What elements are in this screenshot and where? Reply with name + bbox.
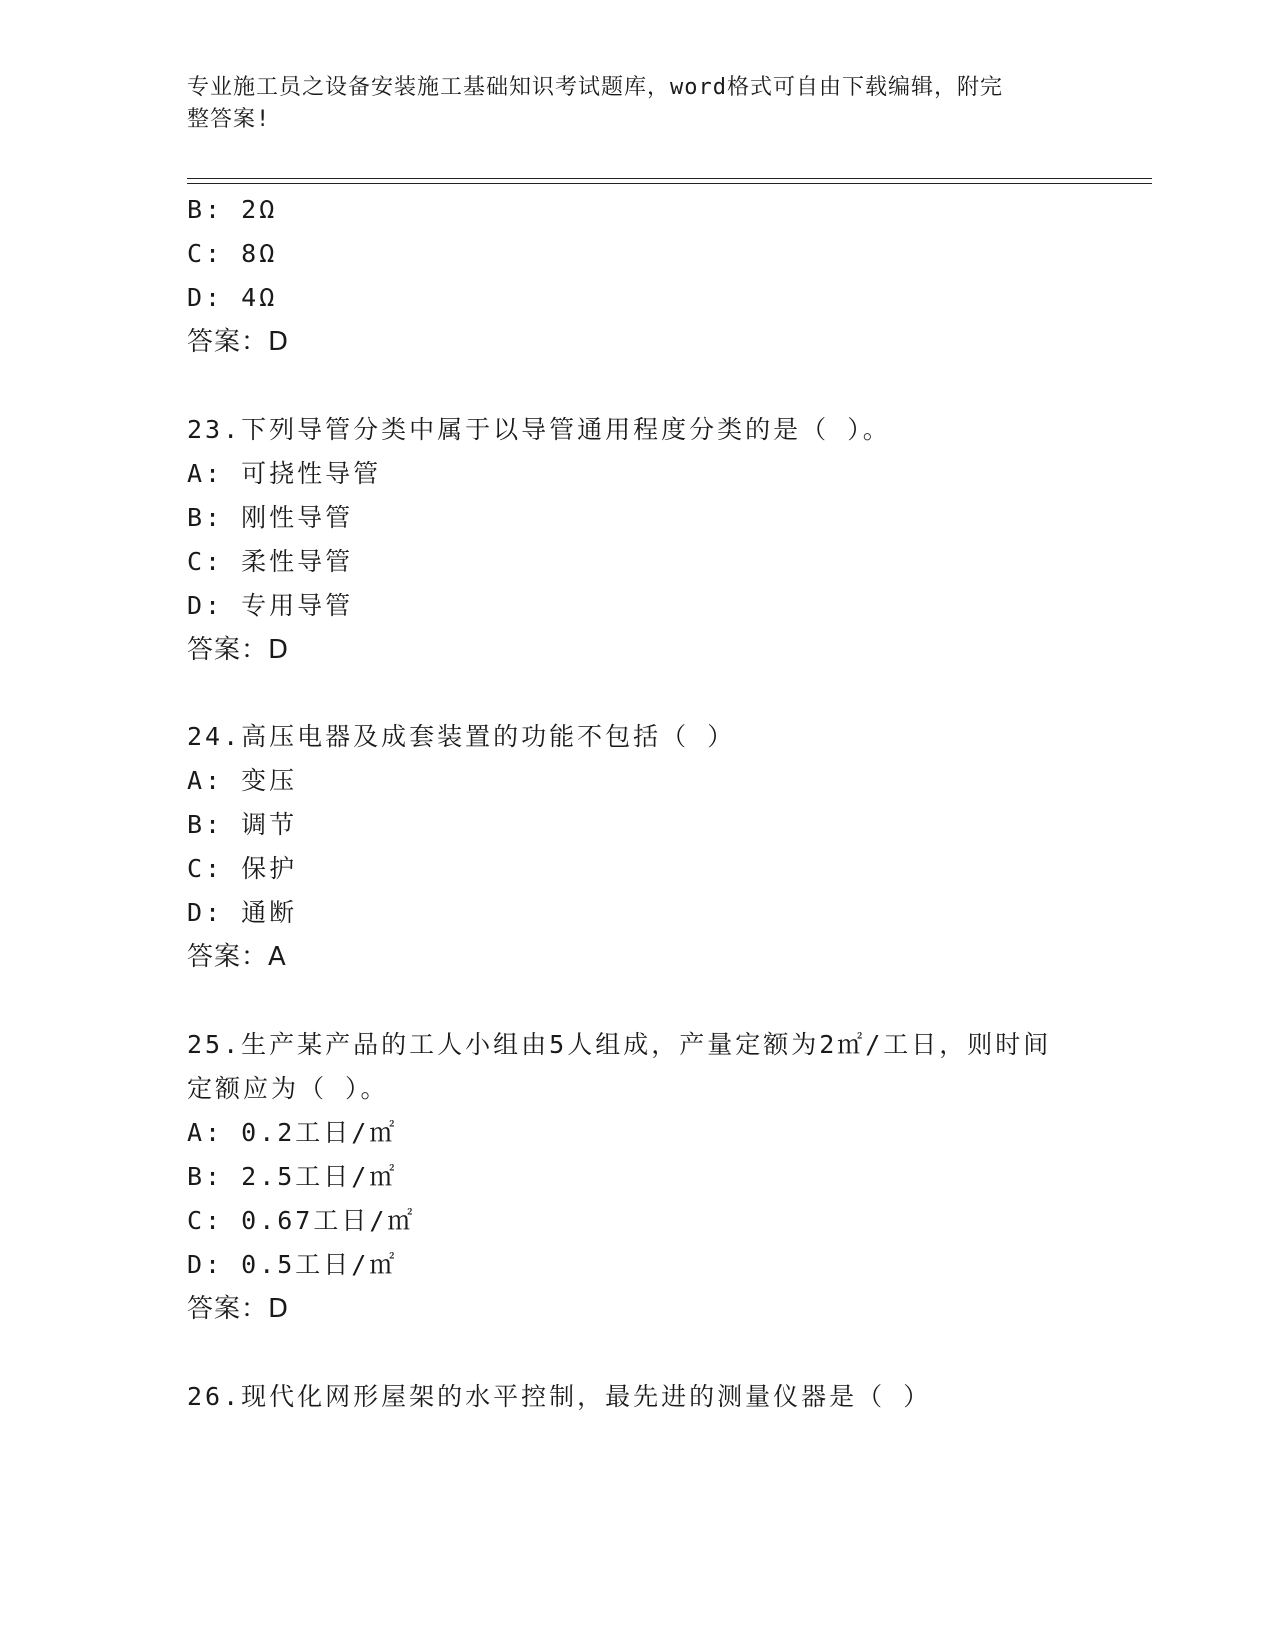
option-line: C: 保护 <box>187 854 298 883</box>
header-divider-bottom <box>187 183 1152 184</box>
question-stem: 26.现代化网形屋架的水平控制，最先进的测量仪器是（ ） <box>187 1382 932 1411</box>
option-line: C: 柔性导管 <box>187 547 354 576</box>
option-line: A: 可挠性导管 <box>187 459 382 488</box>
header-line-2: 整答案! <box>187 107 271 132</box>
option-line: D: 4Ω <box>187 283 278 312</box>
option-line: B: 调节 <box>187 810 298 839</box>
question-stem: 23.下列导管分类中属于以导管通用程度分类的是（ ）。 <box>187 415 891 444</box>
answer-line: 答案：D <box>187 1294 290 1324</box>
answer-line: 答案：D <box>187 635 290 665</box>
question-stem: 25.生产某产品的工人小组由5人组成，产量定额为2㎡/工日，则时间 <box>187 1030 1052 1059</box>
header-divider-top <box>187 178 1152 179</box>
option-line: C: 8Ω <box>187 239 278 268</box>
answer-line: 答案：A <box>187 942 287 972</box>
option-line: B: 2Ω <box>187 195 278 224</box>
document-header <box>187 72 1067 136</box>
option-line: D: 0.5工日/㎡ <box>187 1250 398 1279</box>
option-line: B: 刚性导管 <box>187 503 354 532</box>
question-stem: 24.高压电器及成套装置的功能不包括（ ） <box>187 722 736 751</box>
option-line: A: 0.2工日/㎡ <box>187 1118 398 1147</box>
option-line: D: 专用导管 <box>187 591 354 620</box>
option-line: C: 0.67工日/㎡ <box>187 1206 416 1235</box>
option-line: B: 2.5工日/㎡ <box>187 1162 398 1191</box>
option-line: A: 变压 <box>187 766 298 795</box>
option-line: D: 通断 <box>187 898 298 927</box>
answer-line: 答案：D <box>187 327 290 357</box>
question-stem-continued: 定额应为（ ）。 <box>187 1074 389 1103</box>
header-line-1: 专业施工员之设备安装施工基础知识考试题库，word格式可自由下载编辑，附完 <box>187 75 1003 100</box>
